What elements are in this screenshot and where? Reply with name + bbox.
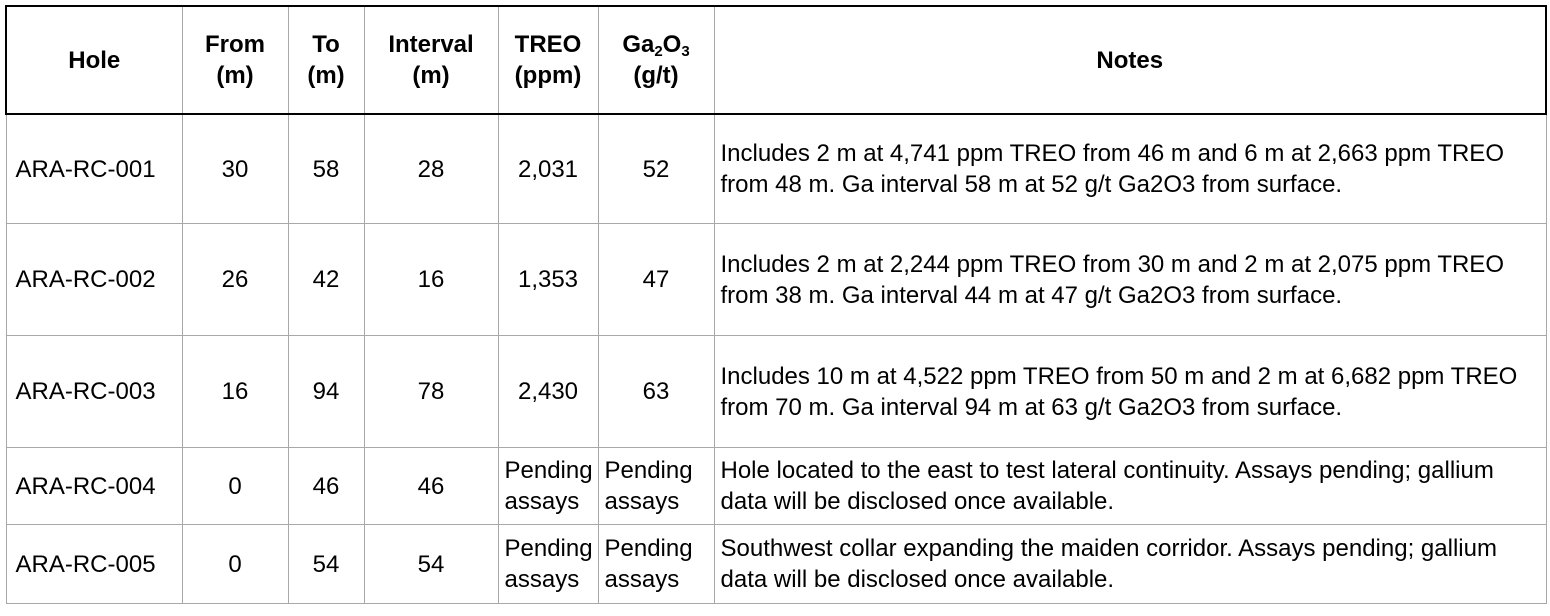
- cell-ga2o3: 63: [598, 336, 714, 448]
- cell-notes: Hole located to the east to test lateral continuity. Assays pending; gallium data will be disclosed once available.: [714, 448, 1546, 525]
- cell-interval: 54: [364, 525, 498, 604]
- header-from: From (m): [182, 6, 288, 114]
- cell-ga2o3: Pending assays: [598, 525, 714, 604]
- cell-from: 0: [182, 448, 288, 525]
- cell-ga2o3: 47: [598, 224, 714, 336]
- table-row: [6, 336, 1546, 448]
- cell-treo: 2,430: [498, 336, 598, 448]
- cell-from: 0: [182, 525, 288, 604]
- drill-results-table-container: [5, 5, 1547, 604]
- table-row: [6, 448, 1546, 525]
- cell-interval: 16: [364, 224, 498, 336]
- table-row: [6, 525, 1546, 604]
- table-row: [6, 114, 1546, 224]
- cell-from: 16: [182, 336, 288, 448]
- cell-hole: ARA-RC-001: [6, 114, 182, 224]
- cell-notes: Includes 2 m at 4,741 ppm TREO from 46 m and 6 m at 2,663 ppm TREO from 48 m. Ga interval 58 m at 52 g/t Ga2O3 from surface.: [714, 114, 1546, 224]
- cell-to: 42: [288, 224, 364, 336]
- cell-notes: Southwest collar expanding the maiden corridor. Assays pending; gallium data will be disclosed once available.: [714, 525, 1546, 604]
- cell-notes: Includes 2 m at 2,244 ppm TREO from 30 m and 2 m at 2,075 ppm TREO from 38 m. Ga interval 44 m at 47 g/t Ga2O3 from surface.: [714, 224, 1546, 336]
- cell-hole: ARA-RC-005: [6, 525, 182, 604]
- header-ga2o3: $Ga_2O_3$ (g/t): [598, 6, 714, 114]
- cell-to: 54: [288, 525, 364, 604]
- cell-treo: 1,353: [498, 224, 598, 336]
- cell-to: 58: [288, 114, 364, 224]
- cell-ga2o3: 52: [598, 114, 714, 224]
- cell-interval: 28: [364, 114, 498, 224]
- header-row: [6, 6, 1546, 114]
- cell-notes: Includes 10 m at 4,522 ppm TREO from 50 m and 2 m at 6,682 ppm TREO from 70 m. Ga interval 94 m at 63 g/t Ga2O3 from surface.: [714, 336, 1546, 448]
- cell-interval: 78: [364, 336, 498, 448]
- table-header: [6, 6, 1546, 114]
- cell-ga2o3: Pending assays: [598, 448, 714, 525]
- cell-interval: 46: [364, 448, 498, 525]
- header-hole: Hole: [6, 6, 182, 114]
- header-notes: Notes: [714, 6, 1546, 114]
- drill-results-table: [5, 5, 1547, 604]
- cell-treo: 2,031: [498, 114, 598, 224]
- table-body: [6, 114, 1546, 604]
- header-to: To (m): [288, 6, 364, 114]
- cell-from: 26: [182, 224, 288, 336]
- cell-treo: Pending assays: [498, 448, 598, 525]
- header-interval: Interval (m): [364, 6, 498, 114]
- cell-from: 30: [182, 114, 288, 224]
- cell-hole: ARA-RC-002: [6, 224, 182, 336]
- cell-hole: ARA-RC-004: [6, 448, 182, 525]
- table-row: [6, 224, 1546, 336]
- cell-hole: ARA-RC-003: [6, 336, 182, 448]
- cell-treo: Pending assays: [498, 525, 598, 604]
- cell-to: 46: [288, 448, 364, 525]
- header-treo: TREO (ppm): [498, 6, 598, 114]
- cell-to: 94: [288, 336, 364, 448]
